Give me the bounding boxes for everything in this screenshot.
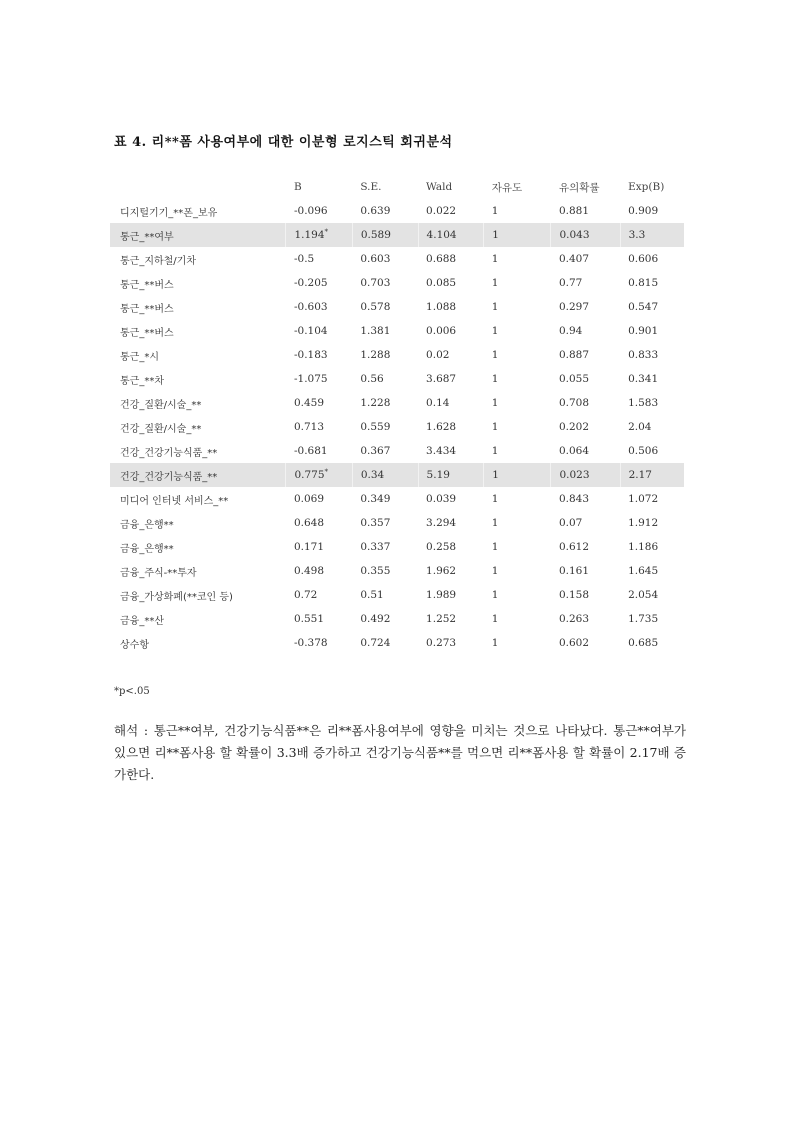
cell-se-value: 0.589 xyxy=(360,229,391,241)
row-label-value: 금융_은행** xyxy=(120,519,174,531)
cell-sig xyxy=(551,559,620,583)
cell-se xyxy=(352,511,418,535)
cell-expb xyxy=(620,343,684,367)
cell-wald xyxy=(418,631,484,655)
cell-df-value: 1 xyxy=(491,277,499,289)
cell-wald-value: 0.273 xyxy=(426,637,457,649)
table-row xyxy=(110,247,684,271)
cell-df xyxy=(484,583,551,607)
cell-b-value: 0.551 xyxy=(293,613,325,625)
row-label xyxy=(110,295,286,319)
table-row xyxy=(110,367,684,391)
row-label xyxy=(110,511,286,535)
cell-b xyxy=(286,295,352,319)
row-label-value: 통근_**버스 xyxy=(120,327,174,339)
cell-sig-value: 0.263 xyxy=(558,613,590,625)
cell-sig xyxy=(551,439,620,463)
cell-df-value: 1 xyxy=(491,541,499,553)
cell-sig-value: 0.158 xyxy=(558,589,590,601)
cell-b-value: -0.603 xyxy=(293,301,328,313)
cell-wald-value: 0.085 xyxy=(426,277,457,289)
cell-expb-value: 3.3 xyxy=(628,229,646,241)
cell-sig xyxy=(551,535,620,559)
cell-wald xyxy=(418,415,484,439)
cell-b xyxy=(286,487,352,511)
cell-b-value: 0.459 xyxy=(293,397,325,409)
row-label-value: 디지털기기_**폰_보유 xyxy=(120,207,218,219)
table-row xyxy=(110,343,684,367)
cell-b-value: 0.72 xyxy=(293,589,318,601)
cell-df-value: 1 xyxy=(491,301,499,313)
cell-expb xyxy=(620,367,684,391)
cell-expb-value: 2.054 xyxy=(628,589,659,601)
row-label xyxy=(110,463,286,487)
cell-wald xyxy=(418,367,484,391)
cell-se-value: 0.34 xyxy=(360,469,385,481)
row-label xyxy=(110,559,286,583)
cell-expb xyxy=(620,583,684,607)
table-row xyxy=(110,415,684,439)
cell-expb xyxy=(620,391,684,415)
table-row xyxy=(110,607,684,631)
cell-wald-value: 0.14 xyxy=(426,397,450,409)
table-row xyxy=(110,295,684,319)
cell-expb xyxy=(620,535,684,559)
table-row xyxy=(110,199,684,223)
cell-wald xyxy=(418,223,484,247)
table-row xyxy=(110,319,684,343)
cell-wald-value: 0.022 xyxy=(426,205,457,217)
cell-wald-value: 1.989 xyxy=(426,589,457,601)
cell-expb-value: 1.072 xyxy=(628,493,659,505)
cell-se-value: 0.355 xyxy=(360,565,391,577)
header-sig: 유의확률 xyxy=(558,181,600,194)
cell-expb xyxy=(620,271,684,295)
cell-sig xyxy=(551,271,620,295)
cell-sig-value: 0.843 xyxy=(558,493,590,505)
row-label xyxy=(110,487,286,511)
significance-star: * xyxy=(324,468,329,476)
cell-sig xyxy=(551,607,620,631)
row-label-value: 통근_**여부 xyxy=(120,231,174,243)
cell-df-value: 1 xyxy=(491,205,499,217)
cell-expb xyxy=(620,631,684,655)
header-se: S.E. xyxy=(360,181,382,193)
cell-wald xyxy=(418,439,484,463)
cell-expb-value: 1.735 xyxy=(628,613,659,625)
cell-b xyxy=(286,367,352,391)
cell-b xyxy=(286,559,352,583)
cell-se xyxy=(352,463,418,487)
cell-sig xyxy=(551,319,620,343)
cell-se xyxy=(352,631,418,655)
cell-df xyxy=(484,535,551,559)
cell-df-value: 1 xyxy=(492,229,499,241)
cell-se xyxy=(352,199,418,223)
cell-expb-value: 1.186 xyxy=(628,541,659,553)
cell-df-value: 1 xyxy=(491,421,499,433)
cell-sig-value: 0.407 xyxy=(558,253,590,265)
cell-sig-value: 0.602 xyxy=(558,637,590,649)
cell-df xyxy=(484,511,551,535)
cell-wald-value: 3.687 xyxy=(426,373,457,385)
cell-wald xyxy=(418,271,484,295)
cell-df-value: 1 xyxy=(491,637,499,649)
cell-df xyxy=(484,391,551,415)
cell-df xyxy=(484,487,551,511)
cell-df xyxy=(484,247,551,271)
row-label-value: 통근_지하철/기차 xyxy=(120,255,196,267)
row-label-value: 통근_*시 xyxy=(120,351,159,363)
cell-b xyxy=(286,607,352,631)
table-row xyxy=(110,511,684,535)
cell-b xyxy=(286,439,352,463)
cell-wald xyxy=(418,607,484,631)
table-row xyxy=(110,559,684,583)
cell-se-value: 0.56 xyxy=(360,373,384,385)
row-label-value: 건강_질환/시술_** xyxy=(120,423,202,435)
cell-expb-value: 1.645 xyxy=(628,565,659,577)
row-label-value: 금융_**산 xyxy=(120,615,164,627)
cell-expb xyxy=(620,559,684,583)
cell-b xyxy=(286,343,352,367)
header-b: B xyxy=(293,181,302,193)
row-label xyxy=(110,367,286,391)
cell-expb xyxy=(620,223,684,247)
table-row xyxy=(110,271,684,295)
cell-df xyxy=(484,367,551,391)
cell-df-value: 1 xyxy=(491,589,499,601)
cell-b-value: -0.5 xyxy=(293,253,315,265)
cell-sig xyxy=(551,463,620,487)
cell-wald xyxy=(418,247,484,271)
cell-df xyxy=(484,319,551,343)
cell-b-value: 1.194 xyxy=(294,229,325,241)
cell-se-value: 0.349 xyxy=(360,493,391,505)
cell-df xyxy=(484,559,551,583)
cell-expb-value: 2.04 xyxy=(628,421,652,433)
cell-df xyxy=(484,295,551,319)
cell-df xyxy=(484,631,551,655)
cell-wald-value: 3.294 xyxy=(426,517,457,529)
row-label xyxy=(110,199,286,223)
cell-wald-value: 0.02 xyxy=(426,349,450,361)
cell-wald xyxy=(418,391,484,415)
cell-df-value: 1 xyxy=(491,613,499,625)
row-label-value: 통근_**버스 xyxy=(120,303,174,315)
cell-expb xyxy=(620,463,684,487)
row-label-value: 통근_**버스 xyxy=(120,279,174,291)
cell-sig-value: 0.055 xyxy=(558,373,590,385)
cell-expb-value: 0.341 xyxy=(628,373,659,385)
table-row xyxy=(110,223,684,247)
cell-df xyxy=(484,415,551,439)
row-label xyxy=(110,583,286,607)
cell-b xyxy=(286,463,352,487)
cell-b-value: 0.171 xyxy=(293,541,325,553)
table-row xyxy=(110,583,684,607)
cell-se xyxy=(352,583,418,607)
significance-star: * xyxy=(324,228,329,236)
row-label xyxy=(110,223,286,247)
row-label xyxy=(110,271,286,295)
cell-sig-value: 0.94 xyxy=(558,325,583,337)
cell-wald xyxy=(418,319,484,343)
row-label xyxy=(110,439,286,463)
cell-expb xyxy=(620,487,684,511)
cell-df-value: 1 xyxy=(491,253,499,265)
cell-df-value: 1 xyxy=(491,493,499,505)
cell-b-value: -0.183 xyxy=(293,349,328,361)
row-label xyxy=(110,247,286,271)
cell-df-value: 1 xyxy=(491,445,499,457)
cell-b-value: 0.775 xyxy=(294,469,325,481)
cell-se-value: 0.578 xyxy=(360,301,391,313)
cell-wald-value: 1.252 xyxy=(426,613,457,625)
cell-wald xyxy=(418,487,484,511)
cell-b-value: -1.075 xyxy=(293,373,328,385)
cell-expb-value: 2.17 xyxy=(628,469,652,481)
cell-b-value: -0.681 xyxy=(293,445,328,457)
cell-se xyxy=(352,439,418,463)
cell-se xyxy=(352,319,418,343)
cell-b xyxy=(286,415,352,439)
cell-expb xyxy=(620,247,684,271)
cell-b xyxy=(286,319,352,343)
cell-sig-value: 0.023 xyxy=(559,469,590,481)
cell-df xyxy=(484,223,551,247)
cell-expb xyxy=(620,199,684,223)
cell-b-value: 0.713 xyxy=(293,421,325,433)
row-label-value: 금융_주식-**투자 xyxy=(120,567,197,579)
cell-expb-value: 0.506 xyxy=(628,445,659,457)
cell-se-value: 0.603 xyxy=(360,253,391,265)
row-label-value: 건강_질환/시술_** xyxy=(120,399,202,411)
cell-b xyxy=(286,631,352,655)
cell-se-value: 0.337 xyxy=(360,541,391,553)
table-row xyxy=(110,463,684,487)
cell-se xyxy=(352,343,418,367)
cell-df-value: 1 xyxy=(491,397,499,409)
cell-df-value: 1 xyxy=(491,349,499,361)
header-df: 자유도 xyxy=(491,181,523,194)
cell-df-value: 1 xyxy=(491,373,499,385)
cell-wald-value: 0.006 xyxy=(426,325,457,337)
table-row xyxy=(110,487,684,511)
cell-se-value: 0.51 xyxy=(360,589,384,601)
cell-wald xyxy=(418,559,484,583)
row-label xyxy=(110,415,286,439)
cell-sig-value: 0.887 xyxy=(558,349,590,361)
row-label xyxy=(110,319,286,343)
cell-se-value: 0.703 xyxy=(360,277,391,289)
cell-sig-value: 0.297 xyxy=(558,301,590,313)
cell-expb-value: 1.583 xyxy=(628,397,659,409)
table-header-row xyxy=(110,175,684,199)
row-label-value: 상수항 xyxy=(120,639,149,651)
cell-se-value: 0.492 xyxy=(360,613,391,625)
cell-sig xyxy=(551,511,620,535)
cell-sig xyxy=(551,367,620,391)
cell-b-value: 0.648 xyxy=(293,517,325,529)
cell-se xyxy=(352,607,418,631)
cell-expb-value: 0.833 xyxy=(628,349,659,361)
cell-wald-value: 1.962 xyxy=(426,565,457,577)
cell-df-value: 1 xyxy=(492,469,499,481)
cell-df xyxy=(484,343,551,367)
cell-sig xyxy=(551,295,620,319)
cell-df xyxy=(484,199,551,223)
cell-sig xyxy=(551,415,620,439)
cell-sig-value: 0.881 xyxy=(558,205,590,217)
cell-wald-value: 4.104 xyxy=(426,229,457,241)
regression-table xyxy=(110,175,684,655)
cell-b-value: -0.104 xyxy=(293,325,328,337)
header-expb: Exp(B) xyxy=(628,181,665,193)
row-label-value: 금융_은행** xyxy=(120,543,174,555)
cell-wald xyxy=(418,343,484,367)
cell-df xyxy=(484,463,551,487)
table-row xyxy=(110,631,684,655)
cell-b xyxy=(286,535,352,559)
cell-wald-value: 0.258 xyxy=(426,541,457,553)
cell-sig xyxy=(551,391,620,415)
cell-b xyxy=(286,247,352,271)
cell-b xyxy=(286,583,352,607)
cell-wald-value: 0.688 xyxy=(426,253,457,265)
cell-expb xyxy=(620,607,684,631)
cell-b xyxy=(286,223,352,247)
cell-expb xyxy=(620,295,684,319)
cell-wald-value: 3.434 xyxy=(426,445,457,457)
cell-df xyxy=(484,439,551,463)
cell-expb xyxy=(620,319,684,343)
cell-expb-value: 0.606 xyxy=(628,253,659,265)
cell-se xyxy=(352,487,418,511)
cell-se xyxy=(352,295,418,319)
cell-sig xyxy=(551,223,620,247)
cell-wald xyxy=(418,535,484,559)
cell-wald-value: 1.628 xyxy=(426,421,457,433)
cell-wald-value: 0.039 xyxy=(426,493,457,505)
cell-wald-value: 1.088 xyxy=(426,301,457,313)
cell-sig-value: 0.708 xyxy=(558,397,590,409)
cell-se-value: 0.639 xyxy=(360,205,391,217)
cell-wald xyxy=(418,463,484,487)
row-label xyxy=(110,631,286,655)
cell-sig xyxy=(551,343,620,367)
row-label xyxy=(110,391,286,415)
cell-wald xyxy=(418,583,484,607)
significance-note: *p<.05 xyxy=(114,686,150,697)
cell-sig xyxy=(551,631,620,655)
table-title: 표 4. 리**폼 사용여부에 대한 이분형 로지스틱 회귀분석 xyxy=(114,135,453,150)
cell-b-value: 0.498 xyxy=(293,565,325,577)
cell-expb xyxy=(620,511,684,535)
cell-expb-value: 0.815 xyxy=(628,277,659,289)
cell-se-value: 1.288 xyxy=(360,349,391,361)
row-label-value: 건강_건강기능식품_** xyxy=(120,447,218,459)
cell-se-value: 0.724 xyxy=(360,637,391,649)
cell-expb-value: 0.901 xyxy=(628,325,659,337)
row-label xyxy=(110,607,286,631)
cell-b xyxy=(286,391,352,415)
cell-sig-value: 0.064 xyxy=(558,445,590,457)
cell-se xyxy=(352,391,418,415)
cell-df xyxy=(484,607,551,631)
cell-se xyxy=(352,559,418,583)
cell-se xyxy=(352,247,418,271)
cell-sig-value: 0.612 xyxy=(558,541,590,553)
row-label-value: 미디어 인터넷 서비스_** xyxy=(120,495,229,507)
cell-b xyxy=(286,199,352,223)
cell-df-value: 1 xyxy=(491,325,499,337)
cell-sig-value: 0.77 xyxy=(558,277,583,289)
row-label-value: 금융_가상화폐(**코인 등) xyxy=(120,591,233,603)
cell-expb-value: 0.909 xyxy=(628,205,659,217)
cell-se xyxy=(352,223,418,247)
cell-b-value: -0.096 xyxy=(293,205,328,217)
cell-sig-value: 0.202 xyxy=(558,421,590,433)
cell-b-value: 0.069 xyxy=(293,493,325,505)
row-label-value: 통근_**차 xyxy=(120,375,164,387)
interpretation-paragraph: 해석 : 통근**여부, 건강기능식품**은 리**폼사용여부에 영향을 미치는 것으로 나타났다. 통근**여부가 있으면 리**폼사용 할 확률이 3.3배 증가하고 건강기능식품**를 먹으면 리**폼사용 할 확률이 2.17배 증가한다. xyxy=(114,723,686,782)
cell-se-value: 0.559 xyxy=(360,421,391,433)
cell-sig xyxy=(551,487,620,511)
cell-se xyxy=(352,367,418,391)
cell-se-value: 0.367 xyxy=(360,445,391,457)
table-row xyxy=(110,391,684,415)
cell-se xyxy=(352,271,418,295)
cell-se xyxy=(352,415,418,439)
cell-se xyxy=(352,535,418,559)
cell-b-value: -0.378 xyxy=(293,637,328,649)
header-wald: Wald xyxy=(426,181,453,193)
cell-se-value: 1.381 xyxy=(360,325,391,337)
cell-expb xyxy=(620,415,684,439)
cell-b xyxy=(286,271,352,295)
cell-expb-value: 0.685 xyxy=(628,637,659,649)
cell-se-value: 0.357 xyxy=(360,517,391,529)
cell-expb-value: 0.547 xyxy=(628,301,659,313)
cell-b xyxy=(286,511,352,535)
table-row xyxy=(110,535,684,559)
cell-expb-value: 1.912 xyxy=(628,517,659,529)
cell-se-value: 1.228 xyxy=(360,397,391,409)
cell-wald xyxy=(418,199,484,223)
cell-sig xyxy=(551,199,620,223)
cell-sig xyxy=(551,583,620,607)
cell-df-value: 1 xyxy=(491,565,499,577)
cell-wald xyxy=(418,295,484,319)
cell-sig-value: 0.043 xyxy=(559,229,590,241)
cell-sig xyxy=(551,247,620,271)
cell-wald xyxy=(418,511,484,535)
cell-expb xyxy=(620,439,684,463)
row-label-value: 건강_건강기능식품_** xyxy=(120,471,218,483)
cell-df-value: 1 xyxy=(491,517,499,529)
cell-sig-value: 0.07 xyxy=(558,517,583,529)
cell-sig-value: 0.161 xyxy=(558,565,590,577)
table-row xyxy=(110,439,684,463)
row-label xyxy=(110,535,286,559)
header-variable xyxy=(110,175,286,199)
cell-wald-value: 5.19 xyxy=(426,469,450,481)
row-label xyxy=(110,343,286,367)
cell-b-value: -0.205 xyxy=(293,277,328,289)
cell-df xyxy=(484,271,551,295)
